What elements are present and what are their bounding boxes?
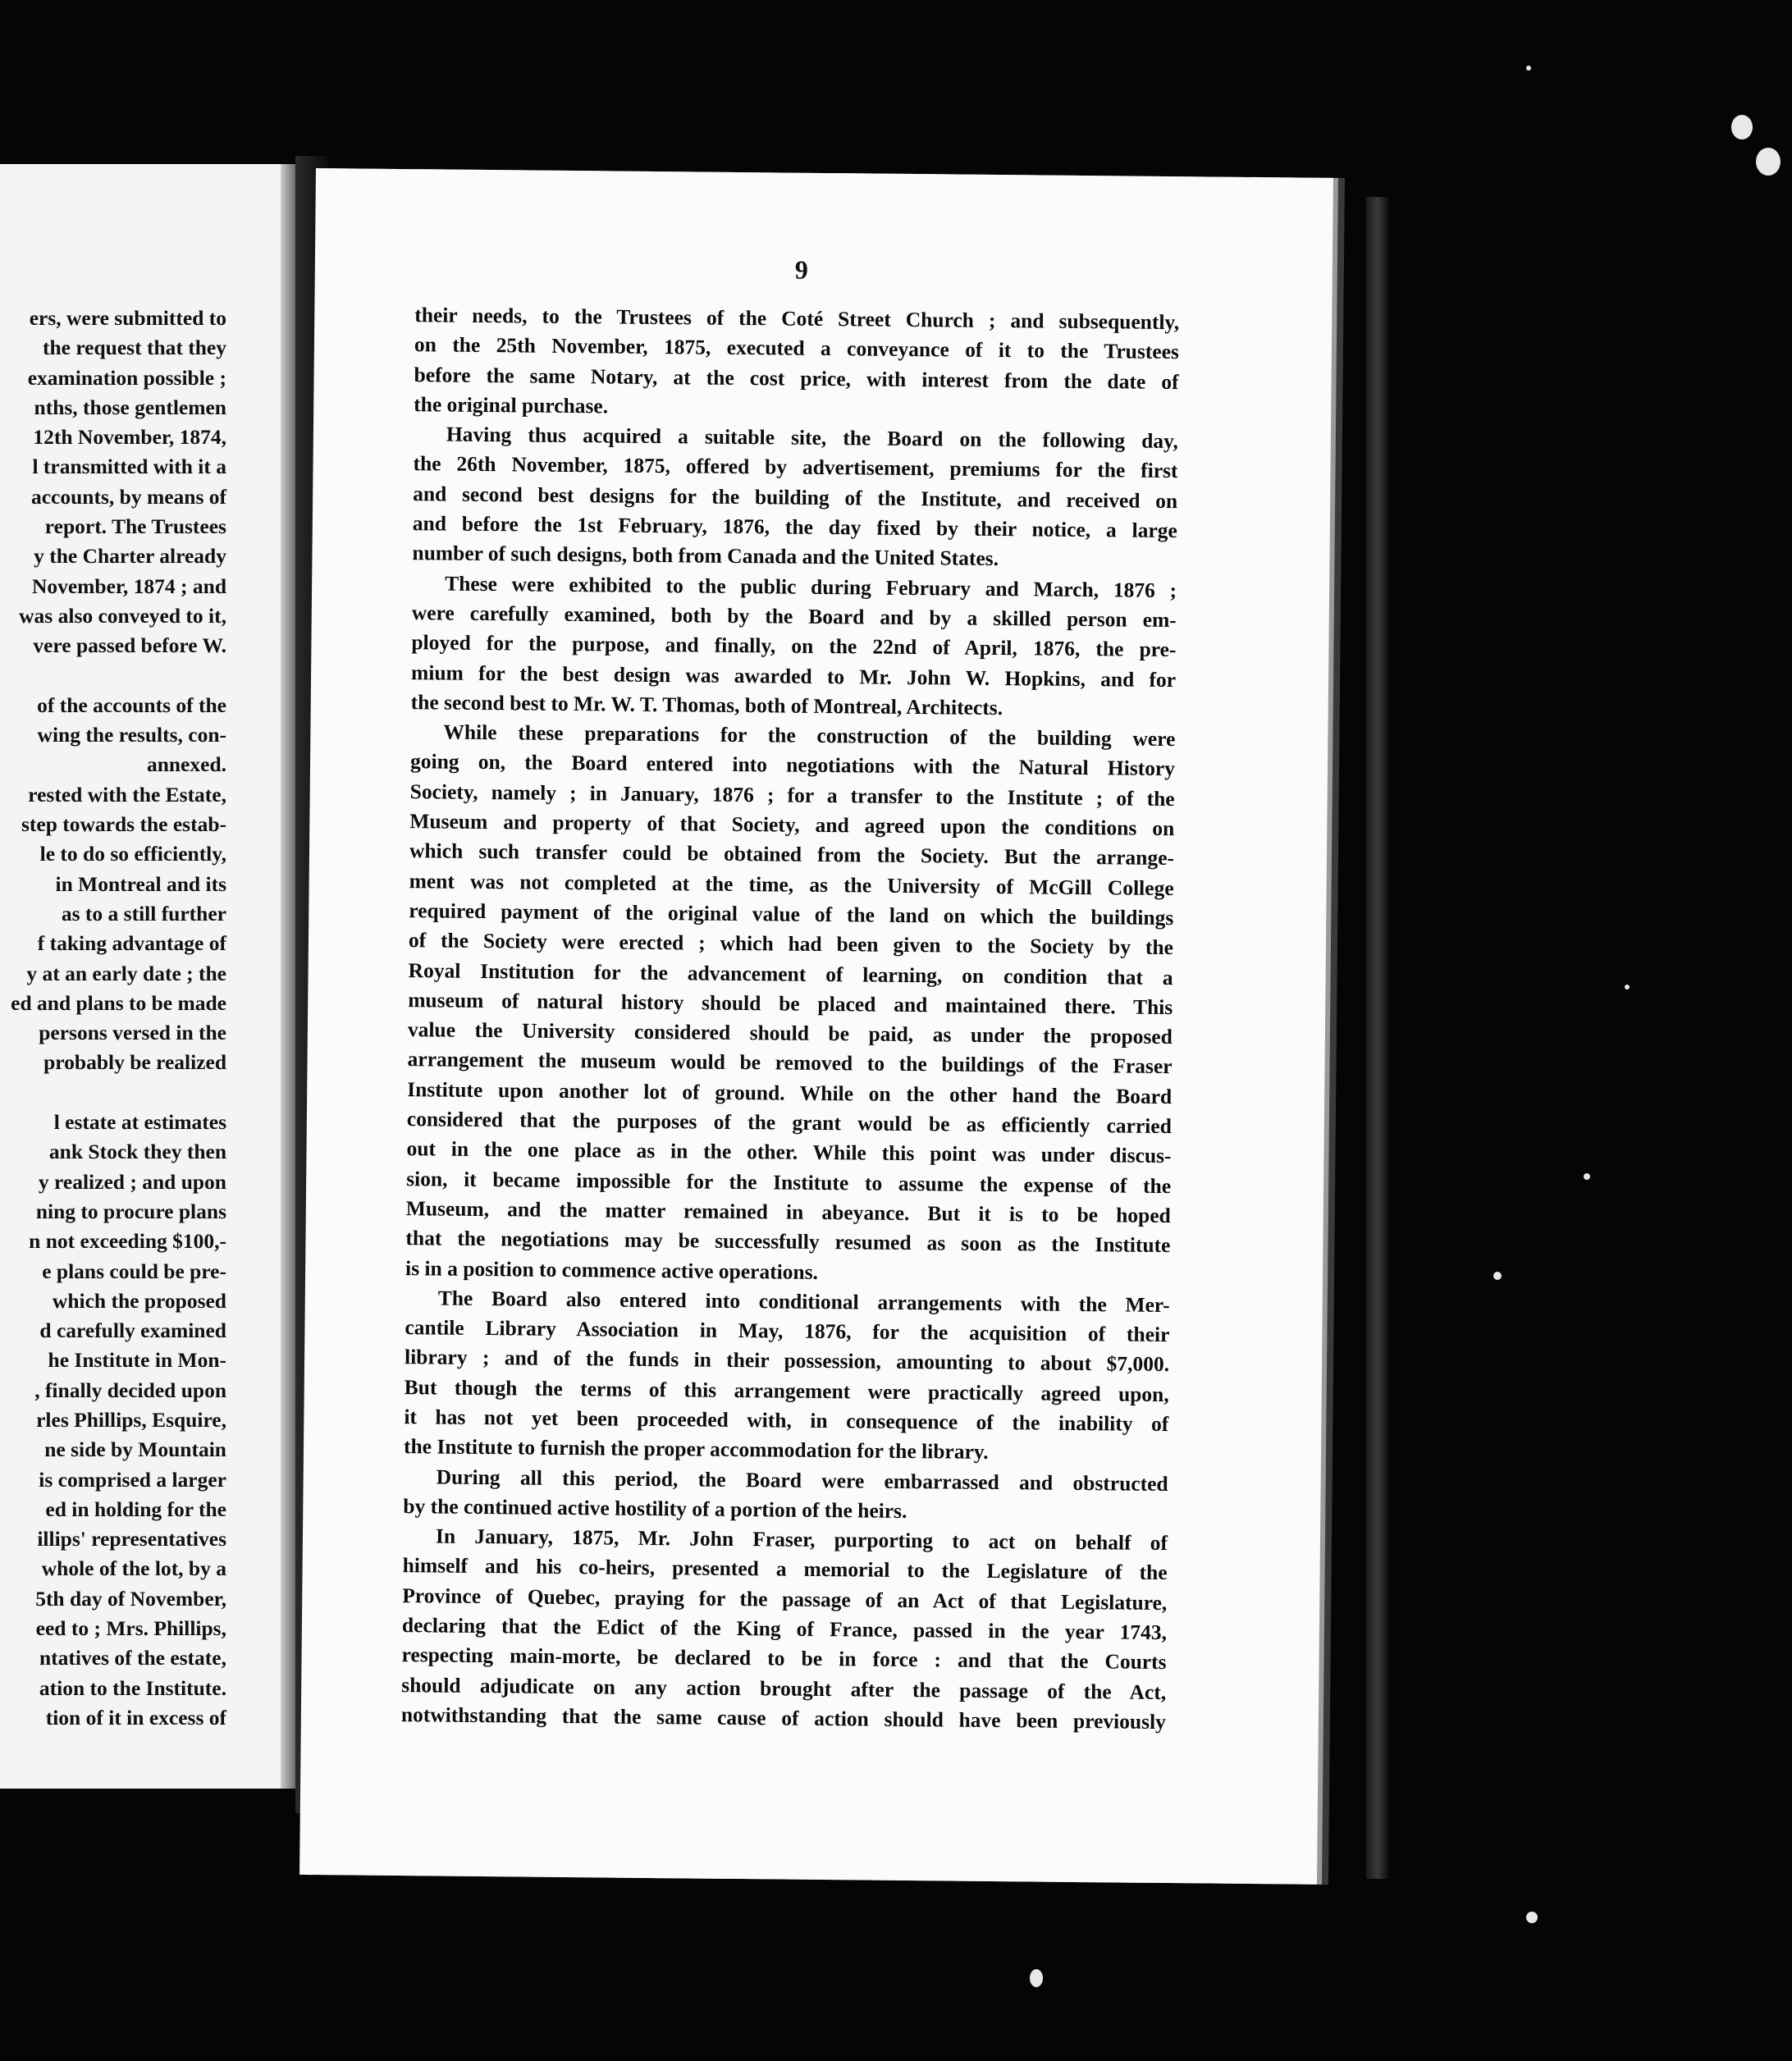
text-line: notwithstanding that the same cause of action should have been previously	[400, 1702, 1167, 1734]
left-page-line: ning to procure plans	[35, 1199, 226, 1223]
text-line: Province of Quebec, praying for the passage of an Act of that Legislature,	[402, 1583, 1168, 1615]
text-line: value the University considered should be paid, as under the proposed	[407, 1017, 1173, 1049]
left-page-line: ed and plans to be made	[11, 990, 226, 1015]
left-page-line: le to do so efficiently,	[39, 842, 226, 866]
text-line: In January, 1875, Mr. John Fraser, purporting to act on behalf of	[435, 1524, 1168, 1556]
text-line: But though the terms of this arrangement were practically agreed upon,	[404, 1374, 1169, 1406]
text-line: it has not yet been proceeded with, in consequence of the inability of	[404, 1405, 1169, 1437]
left-page-line: l transmitted with it a	[32, 455, 226, 479]
text-line: and second best designs for the building of the Institute, and received on	[413, 481, 1178, 513]
text-line: the original purchase.	[414, 392, 609, 418]
text-line: and before the 1st February, 1876, the day fixed by their notice, a large	[412, 511, 1177, 543]
text-line: the 26th November, 1875, offered by advertisement, premiums for the first	[413, 451, 1178, 483]
left-page-line: 5th day of November,	[35, 1586, 226, 1611]
left-page-line: probably be realized	[43, 1050, 226, 1075]
left-page-line: n not exceeding $100,-	[29, 1229, 226, 1254]
text-line: should adjudicate on any action brought after the passage of the Act,	[401, 1672, 1167, 1704]
text-line: that the negotiations may be successfully resumed as soon as the Institute	[405, 1226, 1171, 1258]
text-line: number of such designs, both from Canada and the United States.	[412, 541, 999, 571]
body-text	[401, 300, 1180, 1737]
left-page-line: persons versed in the	[39, 1021, 226, 1045]
text-line: going on, the Board entered into negotiations with the Natural History	[409, 749, 1176, 781]
left-page-line	[0, 1078, 226, 1108]
left-page-line: rested with the Estate,	[28, 782, 226, 807]
text-line: cantile Library Association in May, 1876, for the acquisition of their	[405, 1315, 1170, 1347]
dust-speck	[1731, 115, 1753, 139]
text-line: Having thus acquired a suitable site, the Board on the following day,	[446, 422, 1178, 454]
text-line: himself and his co-heirs, presented a memorial to the Legislature of the	[402, 1553, 1168, 1585]
text-line: declaring that the Edict of the King of France, passed in the year 1743,	[401, 1613, 1168, 1645]
left-page-line: rles Phillips, Esquire,	[36, 1407, 226, 1432]
left-page-line: tion of it in excess of	[45, 1705, 226, 1730]
text-line: by the continued active hostility of a portion of the heirs.	[403, 1493, 907, 1523]
left-page-line: examination possible ;	[27, 365, 226, 390]
text-line: their needs, to the Trustees of the Coté Street Church ; and subsequently,	[414, 303, 1180, 335]
text-line: Museum and property of that Society, and agreed upon the conditions on	[409, 809, 1175, 841]
left-page-line: vere passed before W.	[33, 633, 226, 658]
left-page-line: e plans could be pre-	[42, 1259, 226, 1283]
left-page-line: is comprised a larger	[39, 1467, 226, 1492]
left-page-line: y at an early date ; the	[26, 961, 226, 985]
text-line: Museum, and the matter remained in abeyance. But it is to be hoped	[405, 1196, 1171, 1227]
text-line: Society, namely ; in January, 1876 ; for a transfer to the Institute ; of the	[409, 779, 1175, 811]
dust-speck	[1625, 985, 1630, 989]
left-page-line: in Montreal and its	[55, 871, 226, 896]
left-page-line: the request that they	[42, 336, 226, 360]
left-facing-page	[0, 164, 295, 1789]
text-line: on the 25th November, 1875, executed a conveyance of it to the Trustees	[414, 332, 1180, 364]
text-line: Institute upon another lot of ground. While on the other hand the Board	[407, 1076, 1173, 1108]
dust-speck	[1584, 1173, 1590, 1180]
text-line: of the Society were erected ; which had been given to the Society by the	[408, 928, 1174, 960]
left-page-line: as to a still further	[61, 901, 226, 925]
left-page-text	[0, 304, 226, 1733]
text-line: which such transfer could be obtained from the Society. But the arrange-	[409, 839, 1175, 871]
text-line: arrangement the museum would be removed to the buildings of the Fraser	[407, 1047, 1173, 1079]
text-line: out in the one place as in the other. While this point was under discus-	[406, 1136, 1172, 1168]
left-page-line: accounts, by means of	[30, 484, 226, 509]
dust-speck	[1756, 148, 1781, 176]
left-page-line: ation to the Institute.	[39, 1675, 226, 1700]
left-page-line: eed to ; Mrs. Phillips,	[35, 1616, 226, 1641]
text-line: Royal Institution for the advancement of learning, on condition that a	[408, 957, 1173, 989]
left-page-line: ank Stock they then	[48, 1140, 226, 1164]
dust-speck	[1526, 66, 1531, 71]
text-line: were carefully examined, both by the Board and by a skilled person em-	[411, 601, 1177, 633]
text-line: considered that the purposes of the grant would be as efficiently carried	[406, 1107, 1172, 1139]
left-page-line: annexed.	[146, 752, 226, 777]
dust-speck	[1493, 1272, 1502, 1280]
text-line: museum of natural history should be placed and maintained there. This	[408, 987, 1173, 1019]
left-page-line: ers, were submitted to	[29, 306, 226, 330]
dust-speck	[1526, 1912, 1538, 1923]
left-page-line	[0, 661, 226, 691]
text-line: the second best to Mr. W. T. Thomas, both of Montreal, Architects.	[410, 690, 1003, 720]
left-page-line: nths, those gentlemen	[34, 395, 226, 419]
left-page-line: whole of the lot, by a	[41, 1556, 226, 1581]
text-line: sion, it became impossible for the Institute to assume the expense of the	[406, 1166, 1172, 1198]
left-page-line: ed in holding for the	[45, 1497, 226, 1521]
text-line: ment was not completed at the time, as the University of McGill College	[409, 868, 1174, 900]
text-line: respecting main-morte, be declared to be in force : and that the Courts	[401, 1643, 1167, 1675]
text-line: is in a position to commence active operations.	[405, 1255, 819, 1284]
text-line: required payment of the original value of the land on which the buildings	[409, 898, 1174, 930]
left-page-line: wing the results, con-	[37, 723, 226, 747]
dust-speck	[1030, 1969, 1043, 1987]
left-page-line: which the proposed	[52, 1288, 226, 1313]
left-page-line: , finally decided upon	[34, 1378, 226, 1402]
left-page-edge	[281, 164, 295, 1789]
left-page-line: of the accounts of the	[37, 692, 226, 717]
left-page-line: l estate at estimates	[53, 1110, 226, 1135]
left-page-line: step towards the estab-	[21, 812, 226, 837]
left-page-line: ne side by Mountain	[44, 1437, 226, 1462]
left-page-line: f taking advantage of	[37, 931, 226, 956]
text-line: While these preparations for the construction of the building were	[443, 720, 1176, 752]
left-page-line: he Institute in Mon-	[48, 1348, 226, 1373]
text-line: the Institute to furnish the proper accommodation for the library.	[403, 1434, 989, 1465]
text-line: These were exhibited to the public during February and March, 1876 ;	[445, 571, 1177, 602]
text-line: During all this period, the Board were embarrassed and obstructed	[436, 1465, 1168, 1496]
text-line: before the same Notary, at the cost price, with interest from the date of	[414, 362, 1179, 394]
left-page-line: was also conveyed to it,	[19, 603, 226, 628]
left-page-line: d carefully examined	[39, 1318, 226, 1343]
right-page-edge	[1366, 197, 1389, 1879]
text-line: mium for the best design was awarded to Mr. John W. Hopkins, and for	[410, 660, 1177, 692]
text-line: ployed for the purpose, and finally, on the 22nd of April, 1876, the pre-	[411, 630, 1177, 662]
page-number: 9	[794, 254, 809, 285]
left-page-line: illips' representatives	[37, 1527, 226, 1551]
left-page-line: ntatives of the estate,	[39, 1646, 226, 1670]
main-page	[299, 168, 1333, 1885]
left-page-line: y the Charter already	[34, 544, 226, 569]
left-page-line: y realized ; and upon	[38, 1169, 226, 1194]
left-page-line: 12th November, 1874,	[33, 425, 226, 450]
text-line: The Board also entered into conditional arrangements with the Mer-	[437, 1286, 1170, 1317]
left-page-line: November, 1874 ; and	[31, 574, 226, 598]
text-line: library ; and of the funds in their possession, amounting to about $7,000.	[404, 1345, 1170, 1377]
left-page-line: report. The Trustees	[44, 514, 226, 539]
